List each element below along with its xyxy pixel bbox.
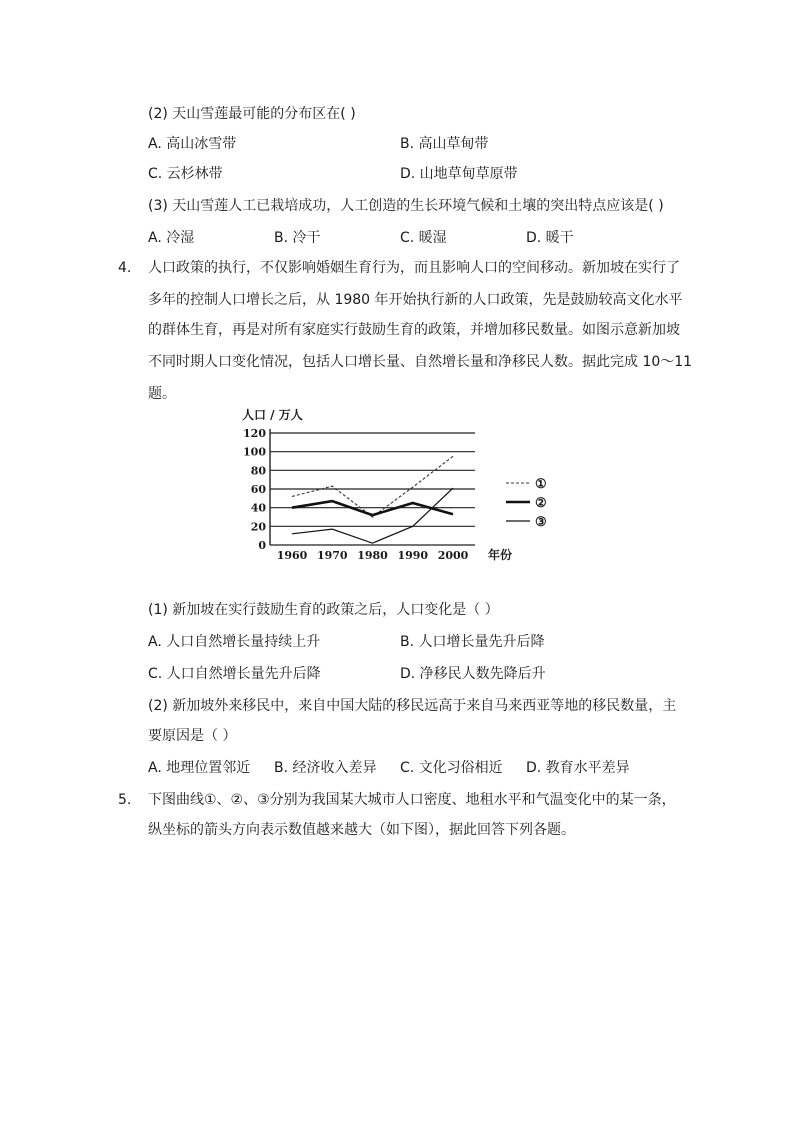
q4-paragraph-line: 人口政策的执行，不仅影响婚姻生育行为，而且影响人口的空间移动。新加坡在实行了 (148, 260, 680, 276)
y-tick-label: 60 (250, 483, 266, 496)
q4-sub1-option-b: B. 人口增长量先升后降 (400, 634, 545, 650)
y-tick-label: 40 (250, 501, 266, 515)
x-tick-label: 2000 (437, 549, 469, 562)
q4-sub2-stem-line: 要原因是（ ） (148, 728, 237, 744)
q4-sub2-option-c: C. 文化习俗相近 (400, 760, 503, 776)
y-tick-label: 0 (258, 539, 266, 552)
y-tick-label: 80 (250, 464, 266, 478)
q4-paragraph-line: 不同时期人口变化情况，包括人口增长量、自然增长量和净移民人数。据此完成 10～11 (148, 354, 693, 370)
q5-number: 5. (118, 792, 132, 808)
q3-sub3-option-c: C. 暖湿 (400, 230, 447, 246)
legend-label-1: ① (535, 477, 547, 492)
q3-sub2-option-a: A. 高山冰雪带 (148, 136, 237, 152)
q3-sub2-stem: (2) 天山雪莲最可能的分布区在( ) (148, 106, 356, 122)
q4-sub2-option-d: D. 教育水平差异 (526, 760, 630, 776)
x-tick-label: 1990 (397, 549, 429, 562)
q3-sub3-option-a: A. 冷湿 (148, 230, 195, 246)
q4-sub1-option-a: A. 人口自然增长量持续上升 (148, 634, 321, 650)
x-axis-label: 年份 (488, 548, 513, 562)
q3-sub3-option-d: D. 暖干 (526, 230, 574, 246)
q5-paragraph-line: 纵坐标的箭头方向表示数值越来越大（如下图），据此回答下列各题。 (148, 822, 575, 838)
q4-number: 4. (118, 260, 132, 276)
q3-sub2-option-d: D. 山地草甸草原带 (400, 166, 518, 182)
x-tick-label: 1980 (357, 549, 388, 562)
q3-sub3-stem: (3) 天山雪莲人工已栽培成功，人工创造的生长环境气候和土壤的突出特点应该是( ) (148, 198, 664, 214)
q4-sub1-option-d: D. 净移民人数先降后升 (400, 666, 546, 682)
q4-paragraph-line: 题。 (148, 386, 176, 402)
y-tick-label: 100 (243, 445, 266, 459)
q4-sub1-stem: (1) 新加坡在实行鼓励生育的政策之后，人口变化是（ ） (148, 602, 499, 618)
population-line-chart (230, 405, 560, 565)
q4-sub2-option-a: A. 地理位置邻近 (148, 760, 251, 776)
y-tick-label: 20 (250, 520, 266, 534)
q5-paragraph-line: 下图曲线①、②、③分别为我国某大城市人口密度、地租水平和气温变化中的某一条， (148, 792, 676, 808)
q3-sub2-option-b: B. 高山草甸带 (400, 136, 489, 152)
q4-sub2-stem-line: (2) 新加坡外来移民中，来自中国大陆的移民远高于来自马来西亚等地的移民数量，主 (148, 698, 677, 714)
q4-sub1-option-c: C. 人口自然增长量先升后降 (148, 666, 321, 682)
legend-label-3: ③ (535, 515, 547, 530)
legend-label-2: ② (535, 496, 547, 511)
q3-sub3-option-b: B. 冷干 (274, 230, 321, 246)
q3-sub2-option-c: C. 云杉林带 (148, 166, 223, 182)
q4-sub2-option-b: B. 经济收入差异 (274, 760, 377, 776)
q4-paragraph-line: 的群体生育，再是对所有家庭实行鼓励生育的政策，并增加移民数量。如图示意新加坡 (148, 322, 680, 338)
y-axis-label: 人口 / 万人 (242, 408, 303, 422)
y-tick-label: 120 (243, 427, 266, 440)
x-tick-label: 1960 (276, 549, 308, 562)
q4-paragraph-line: 多年的控制人口增长之后，从 1980 年开始执行新的人口政策，先是鼓励较高文化水平 (148, 292, 683, 308)
x-tick-label: 1970 (316, 549, 348, 562)
